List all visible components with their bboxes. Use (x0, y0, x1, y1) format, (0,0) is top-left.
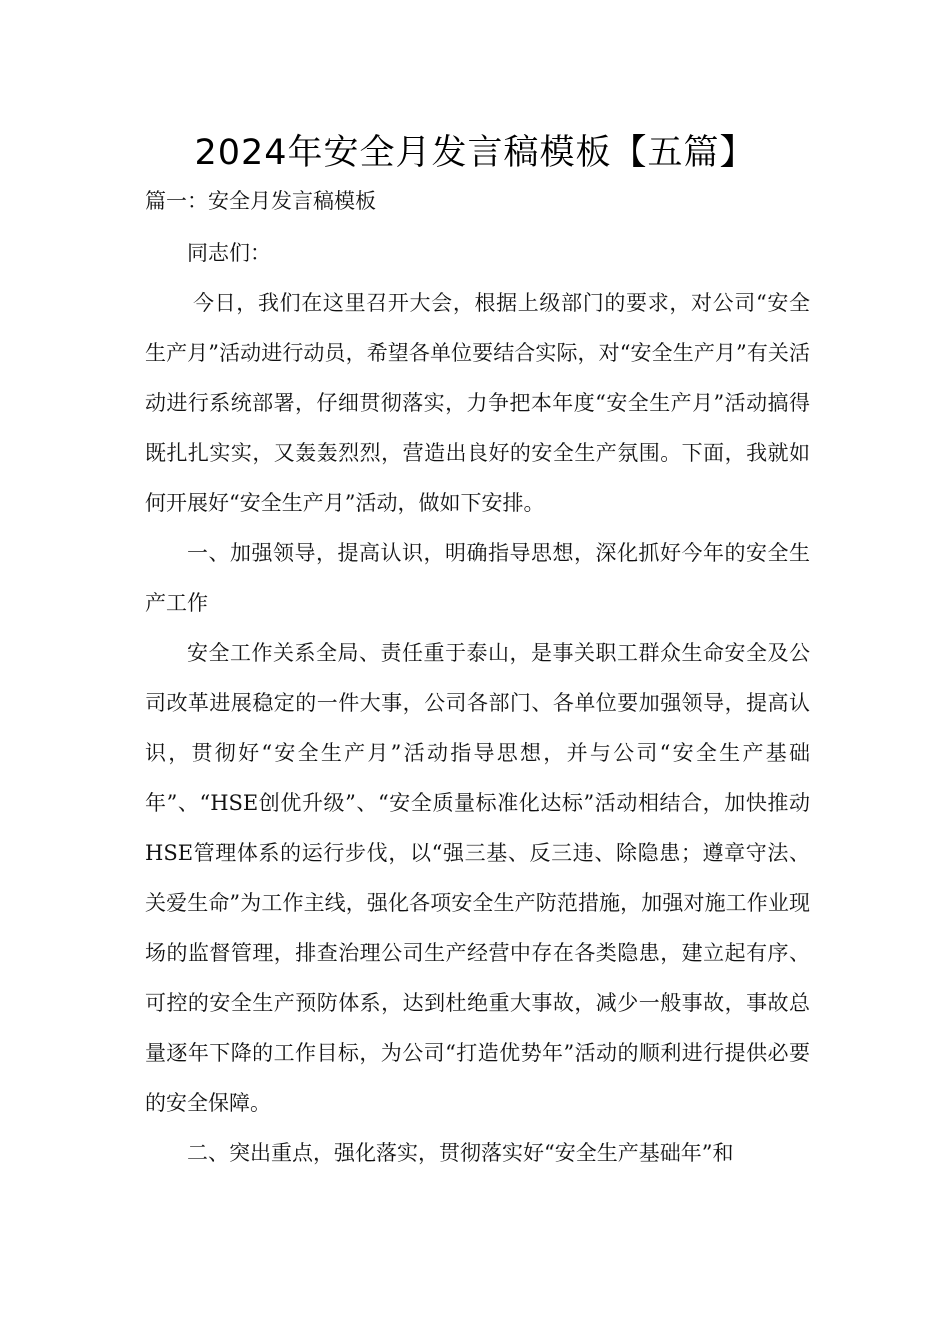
salutation-paragraph: 同志们： (187, 241, 271, 265)
document-title: 2024年安全月发言稿模板【五篇】 (194, 133, 756, 173)
document-body (145, 228, 810, 1178)
body-paragraph: 一、加强领导，提高认识，明确指导思想，深化抓好今年的安全生产工作 (145, 541, 810, 615)
body-paragraph: 安全工作关系全局、责任重于泰山，是事关职工群众生命安全及公司改革进展稳定的一件大事，公司各部门、各单位要加强领导，提高认识，贯彻好“安全生产月”活动指导思想，并与公司“安全生产基础年”、“HSE创优升级”、“安全质量标准化达标”活动相结合，加快推动HSE管理体系的运行步伐，以“强三基、反三违、除隐患；遵章守法、关爱生命”为工作主线，强化各项安全生产防范措施，加强对施工作业现场的监督管理，排查治理公司生产经营中存在各类隐患，建立起有序、可控的安全生产预防体系，达到杜绝重大事故，减少一般事故，事故总量逐年下降的工作目标，为公司“打造优势年”活动的顺利进行提供必要的安全保障。 (145, 641, 810, 1115)
section-heading: 篇一：安全月发言稿模板 (145, 189, 376, 213)
body-paragraph: 二、突出重点，强化落实，贯彻落实好“安全生产基础年”和 (187, 1141, 734, 1165)
body-paragraph: 今日，我们在这里召开大会，根据上级部门的要求，对公司“安全生产月”活动进行动员，希望各单位要结合实际，对“安全生产月”有关活动进行系统部署，仔细贯彻落实，力争把本年度“安全生产月”活动搞得既扎扎实实，又轰轰烈烈，营造出良好的安全生产氛围。下面，我就如何开展好“安全生产月”活动，做如下安排。 (145, 291, 810, 515)
